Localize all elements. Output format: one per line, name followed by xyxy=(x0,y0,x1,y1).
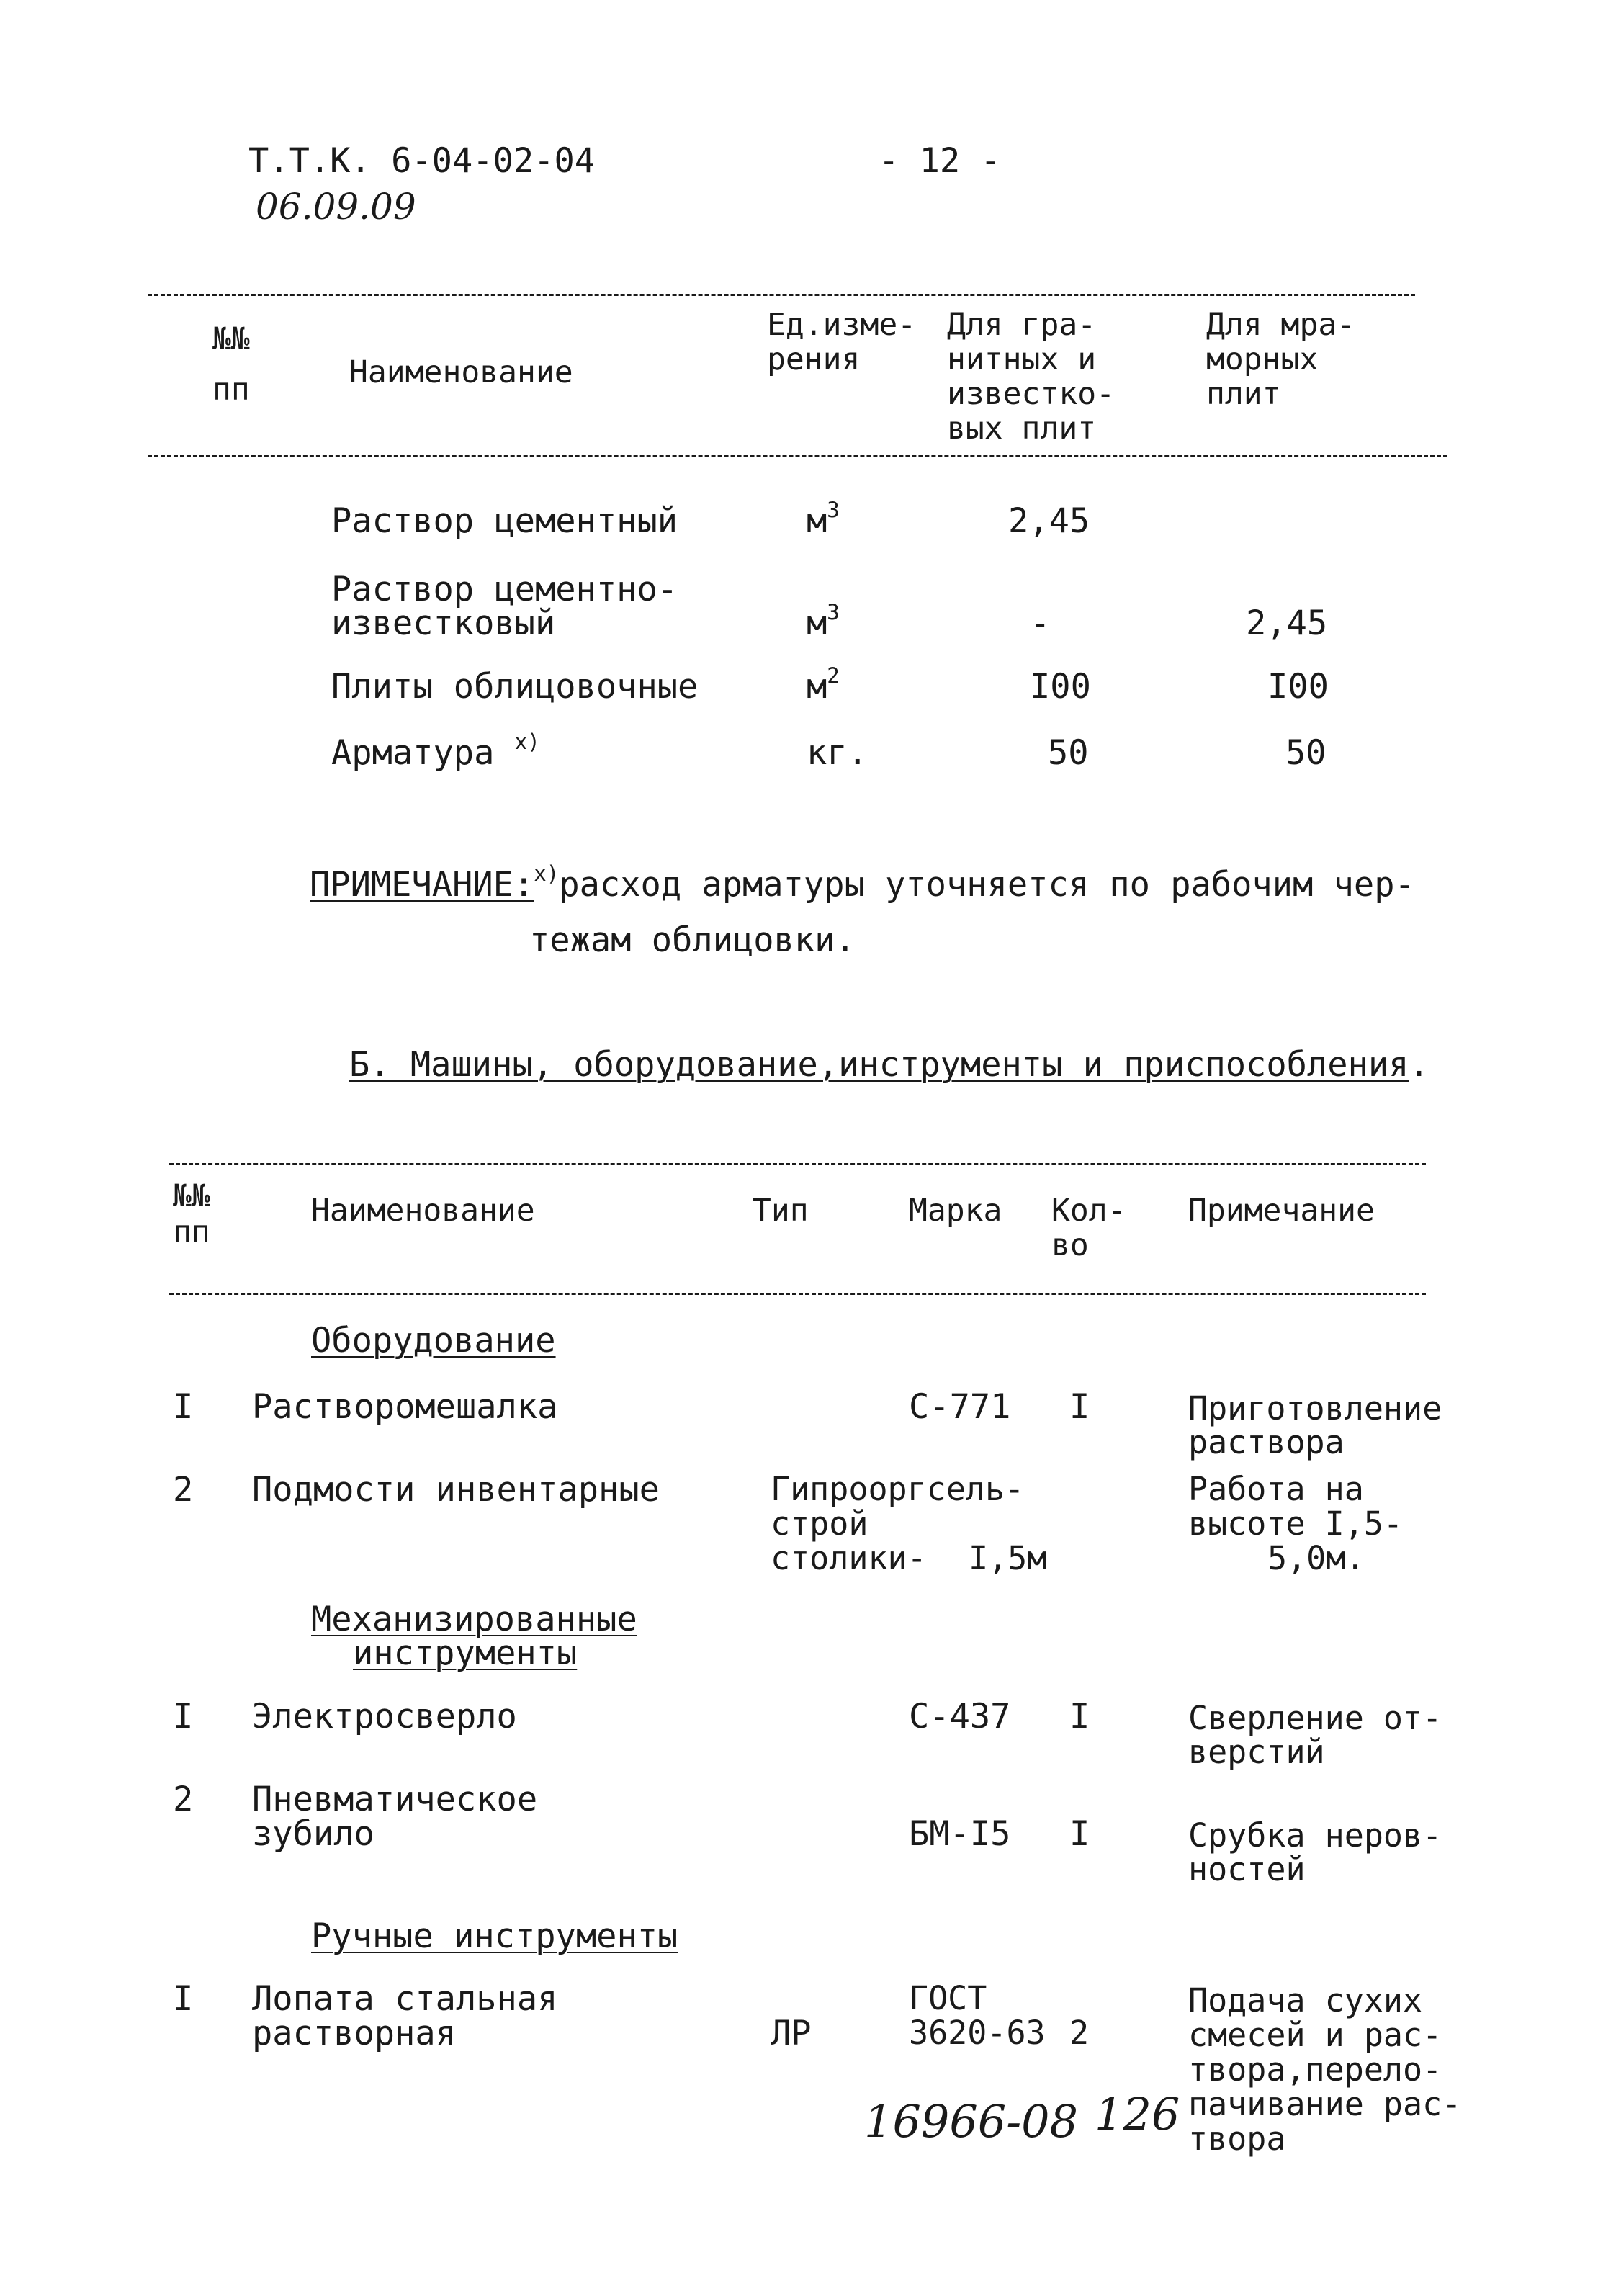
row-qty: I xyxy=(1069,1697,1090,1736)
row-note-3: 5,0м. xyxy=(1267,1539,1365,1577)
col-name-header: Наименование xyxy=(349,354,573,390)
row-note-2: ностей xyxy=(1188,1850,1306,1888)
row-note-4: пачивание рас- xyxy=(1188,2085,1462,2123)
row-mark: С-437 xyxy=(909,1697,1011,1736)
marble-value: I00 xyxy=(1267,667,1329,707)
row-qty: I xyxy=(1069,1387,1090,1427)
col-num-header-2: пп xyxy=(212,372,250,408)
granite-value: 50 xyxy=(1048,733,1089,773)
row-note-1: Срубка неров- xyxy=(1188,1816,1442,1855)
col-mark-header: Марка xyxy=(909,1193,1002,1229)
granite-value: I00 xyxy=(1030,667,1091,707)
row-note-3: твора,перело- xyxy=(1188,2050,1442,2089)
material-unit: $м^2$ xyxy=(807,663,840,707)
col-name-header: Наименование xyxy=(311,1193,535,1229)
row-type-1: Гипрооргсель- xyxy=(771,1470,1025,1508)
row-num: I xyxy=(173,1697,194,1736)
row-note-2: высоте I,5- xyxy=(1188,1504,1404,1543)
handwritten-date: 06.09.09 xyxy=(256,186,416,228)
material-name: Плиты облицовочные xyxy=(331,667,699,707)
col-granite-header-3: известко- xyxy=(947,376,1115,412)
row-note-1: Подача сухих xyxy=(1188,1981,1423,2019)
granite-value: - xyxy=(1030,604,1051,643)
material-name: Раствор цементный xyxy=(331,501,678,541)
material-name-line-2: известковый xyxy=(331,604,556,643)
row-note-5: твора xyxy=(1188,2120,1286,2158)
row-name-1: Пневматическое xyxy=(252,1780,538,1819)
col-qty-header-1: Кол- xyxy=(1051,1193,1126,1229)
marble-value: 2,45 xyxy=(1246,604,1328,643)
col-num-header-2: пп xyxy=(173,1214,210,1250)
row-note-1: Сверление от- xyxy=(1188,1699,1442,1737)
row-name: Растворомешалка xyxy=(252,1387,558,1427)
material-name: Арматура $^{x)}$ xyxy=(331,730,540,773)
material-unit: кг. xyxy=(807,733,868,773)
col-qty-header-2: во xyxy=(1051,1227,1089,1263)
row-mark: БМ-I5 xyxy=(909,1814,1011,1854)
row-note-1: Работа на xyxy=(1188,1470,1364,1508)
row-note-2: верстий xyxy=(1188,1733,1325,1771)
row-mark: С-771 xyxy=(909,1387,1011,1427)
material-unit: $м^3$ xyxy=(807,600,840,643)
row-qty: I xyxy=(1069,1814,1090,1854)
col-granite-header-1: Для гра- xyxy=(947,307,1097,343)
row-note-2: раствора xyxy=(1188,1423,1345,1461)
group-title-mechanized-1: Механизированные xyxy=(311,1600,637,1639)
row-name-1: Лопата стальная xyxy=(252,1979,558,2019)
material-name-line-1: Раствор цементно- xyxy=(331,570,678,609)
row-num: 2 xyxy=(173,1780,194,1819)
row-mark-1: ГОСТ xyxy=(909,1979,987,2017)
page-number: - 12 - xyxy=(879,141,1001,181)
row-mark-2: 3620-63 xyxy=(909,2014,1046,2052)
doc-code: Т.Т.К. 6-04-02-04 xyxy=(248,141,596,181)
col-unit-header-1: Ед.изме- xyxy=(767,307,917,343)
note-line-2: тежам облицовки. xyxy=(529,920,856,960)
row-type: ЛР xyxy=(771,2014,812,2053)
col-note-header: Примечание xyxy=(1188,1193,1375,1229)
group-title-hand-tools: Ручные инструменты xyxy=(311,1916,678,1956)
note-mark: x) xyxy=(534,861,560,887)
col-num-header: №№ xyxy=(173,1178,210,1214)
col-type-header: Тип xyxy=(753,1193,809,1229)
section-b-title: Б. Машины, оборудование,инструменты и приспособления. xyxy=(349,1045,1429,1085)
row-name-2: растворная xyxy=(252,2014,456,2053)
row-name: Подмости инвентарные xyxy=(252,1470,660,1510)
marble-value: 50 xyxy=(1285,733,1327,773)
row-num: I xyxy=(173,1979,194,2019)
row-type-2: строй xyxy=(771,1504,868,1543)
group-title-mechanized-2: инструменты xyxy=(353,1633,578,1673)
col-marble-header-3: плит xyxy=(1206,376,1281,412)
col-marble-header-2: морных xyxy=(1206,341,1319,377)
row-name: Электросверло xyxy=(252,1697,517,1736)
table-a-header-rule xyxy=(148,455,1447,457)
col-granite-header-2: нитных и xyxy=(947,341,1097,377)
table-b-header-rule xyxy=(169,1293,1426,1295)
table-b-top-rule xyxy=(169,1163,1426,1165)
row-num: I xyxy=(173,1387,194,1427)
material-unit: $м^3$ xyxy=(807,498,840,541)
row-type-extra: I,5м xyxy=(969,1539,1047,1577)
granite-value: 2,45 xyxy=(1008,501,1090,541)
row-qty: 2 xyxy=(1069,2014,1090,2052)
table-a-top-rule xyxy=(148,294,1415,296)
row-name-2: зубило xyxy=(252,1814,374,1854)
row-num: 2 xyxy=(173,1470,194,1510)
col-unit-header-2: рения xyxy=(767,341,861,377)
handwritten-page: 126 xyxy=(1095,2088,1180,2140)
row-type-3: столики- xyxy=(771,1539,927,1577)
note-line-1: ПРИМЕЧАНИЕ:$^{x)}$расход арматуры уточняется по рабочим чер- xyxy=(310,861,1415,905)
col-num-header: №№ xyxy=(212,321,250,357)
group-title-equipment: Оборудование xyxy=(311,1321,556,1360)
note-label: ПРИМЕЧАНИЕ: xyxy=(310,865,534,905)
handwritten-number: 16966-08 xyxy=(864,2095,1079,2148)
row-note-2: смесей и рас- xyxy=(1188,2016,1442,2054)
col-granite-header-4: вых плит xyxy=(947,411,1097,447)
col-marble-header-1: Для мра- xyxy=(1206,307,1356,343)
row-note-1: Приготовление xyxy=(1188,1389,1442,1427)
